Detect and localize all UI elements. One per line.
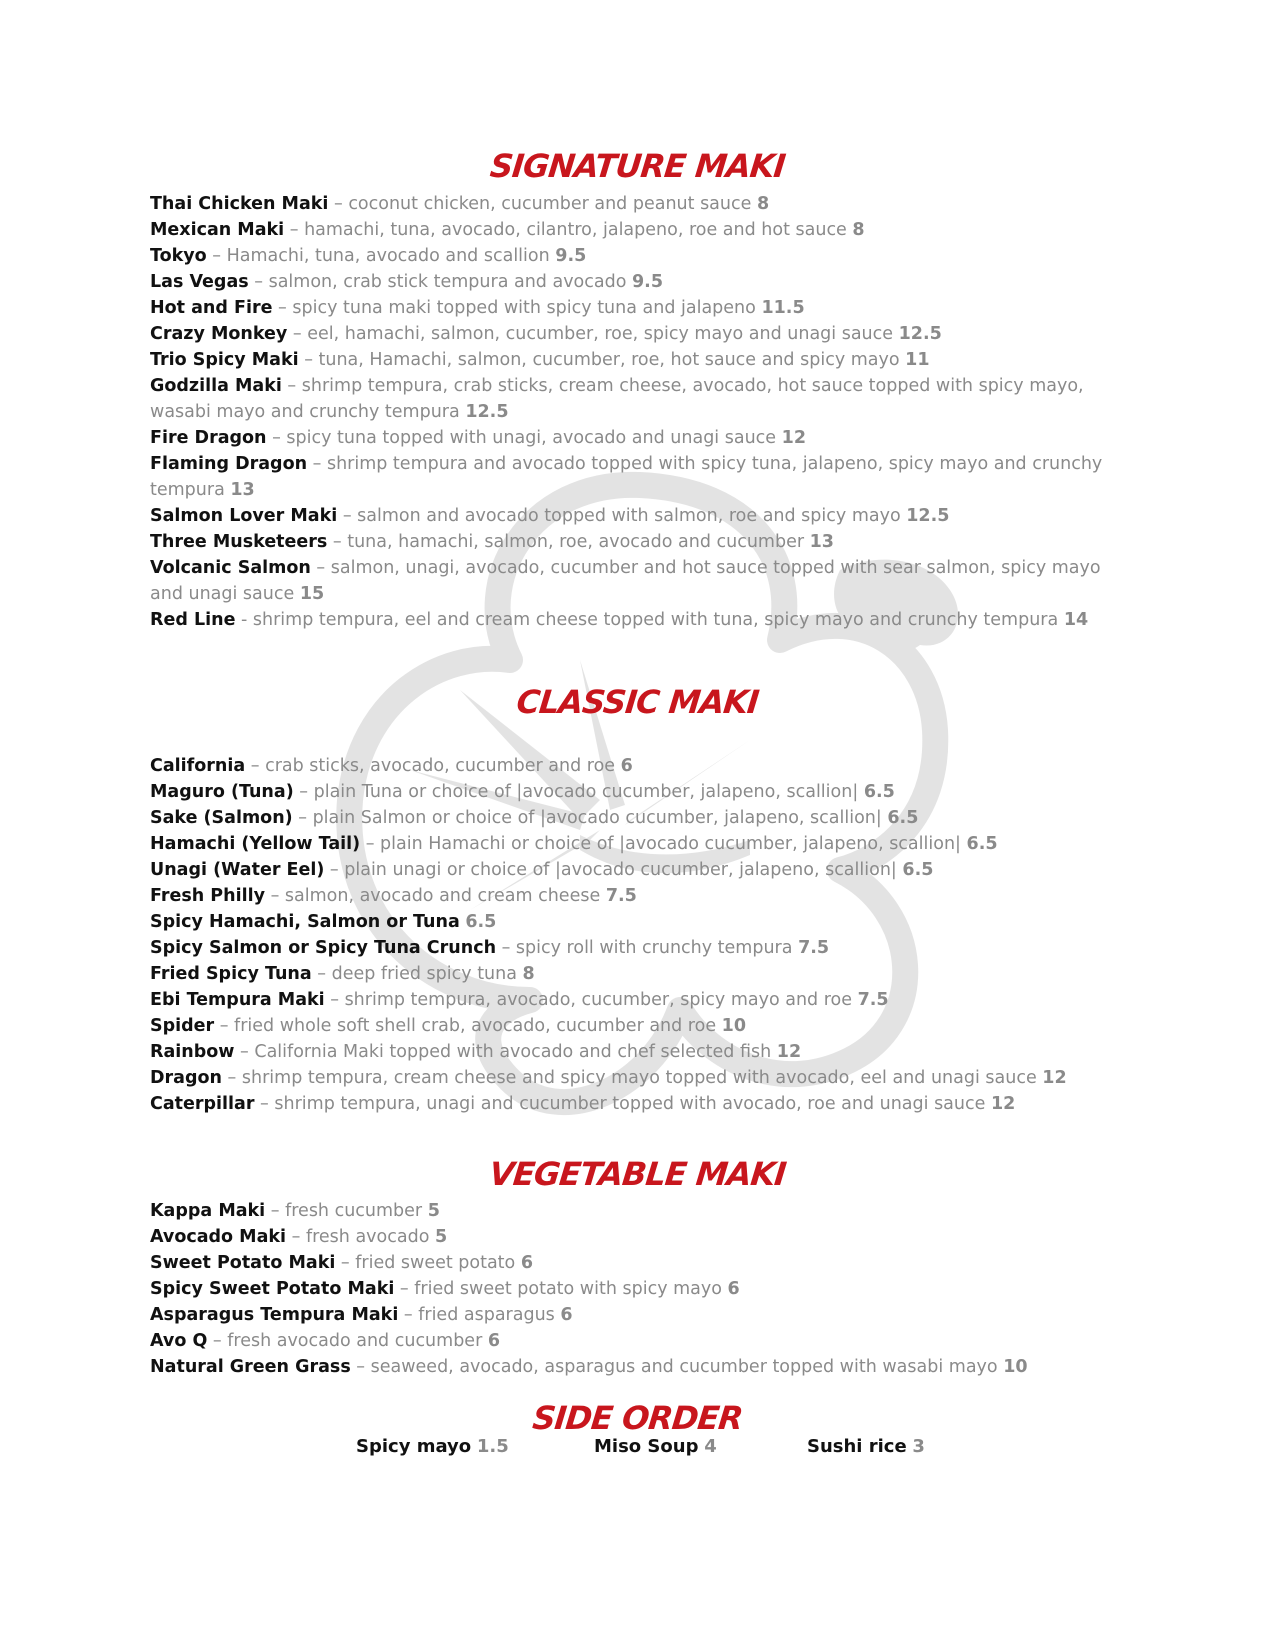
side-item-miso-soup	[594, 1432, 717, 1462]
item-price: 5	[434, 1227, 448, 1247]
item-description: Hamachi, tuna, avocado and scallion	[226, 246, 550, 266]
item-price: 9.5	[555, 246, 587, 266]
side-item-name: Sushi rice	[807, 1436, 907, 1457]
item-description: spicy tuna maki topped with spicy tuna and jalapeno	[292, 298, 756, 318]
item-description: fresh avocado and cucumber	[227, 1331, 483, 1351]
item-name: Asparagus Tempura Maki	[150, 1305, 399, 1325]
menu-item	[150, 1328, 1110, 1354]
item-separator: –	[284, 220, 305, 240]
menu-item	[150, 243, 1110, 269]
item-description: coconut chicken, cucumber and peanut sauce	[348, 194, 752, 214]
item-name: Sweet Potato Maki	[150, 1253, 336, 1273]
menu-item	[150, 1224, 1110, 1250]
item-description: fresh avocado	[305, 1227, 430, 1247]
item-name: Fresh Philly	[150, 886, 265, 906]
item-price: 12.5	[465, 402, 509, 422]
item-price: 6.5	[966, 834, 998, 854]
item-price: 7.5	[798, 938, 830, 958]
item-price: 12	[990, 1094, 1016, 1114]
item-price: 6	[727, 1279, 740, 1299]
item-price: 12.5	[906, 506, 950, 526]
item-name: Ebi Tempura Maki	[150, 990, 325, 1010]
item-price: 14	[1063, 610, 1089, 630]
item-separator: –	[324, 990, 345, 1010]
menu-item	[150, 805, 1110, 831]
menu-item	[150, 425, 1110, 451]
item-separator: –	[248, 272, 269, 292]
item-separator: –	[214, 1016, 235, 1036]
menu-item	[150, 347, 1110, 373]
item-name: California	[150, 756, 246, 776]
menu-item	[150, 883, 1110, 909]
item-name: Avocado Maki	[150, 1227, 287, 1247]
item-description: hamachi, tuna, avocado, cilantro, jalapeno, roe and hot sauce	[304, 220, 847, 240]
item-description: salmon, avocado and cream cheese	[284, 886, 601, 906]
item-price: 8	[756, 194, 770, 214]
item-description: seaweed, avocado, asparagus and cucumber topped with wasabi mayo	[370, 1357, 998, 1377]
item-separator: –	[287, 324, 308, 344]
item-description: fried sweet potato	[355, 1253, 516, 1273]
item-separator: –	[265, 886, 285, 906]
item-price: 13	[809, 532, 834, 552]
item-name: Sake (Salmon)	[150, 808, 293, 828]
item-separator: –	[398, 1305, 419, 1325]
item-name: Salmon Lover Maki	[150, 506, 338, 526]
item-description: eel, hamachi, salmon, cucumber, roe, spicy mayo and unagi sauce	[307, 324, 894, 344]
item-description: fried sweet potato with spicy mayo	[414, 1279, 722, 1299]
menu-item	[150, 1354, 1110, 1380]
menu-item	[150, 451, 1110, 503]
menu-item	[150, 529, 1110, 555]
item-price: 6.5	[887, 808, 919, 828]
menu-item	[150, 961, 1110, 987]
item-description: shrimp tempura, cream cheese and spicy mayo topped with avocado, eel and unagi sauce	[241, 1068, 1037, 1088]
item-name: Hot and Fire	[150, 298, 273, 318]
item-description: salmon and avocado topped with salmon, roe and spicy mayo	[357, 506, 901, 526]
menu-item	[150, 1013, 1110, 1039]
item-name: Mexican Maki	[150, 220, 285, 240]
item-separator: –	[245, 756, 266, 776]
item-separator: –	[254, 1094, 275, 1114]
item-name: Flaming Dragon	[150, 454, 308, 474]
item-description: plain Tuna or choice of |avocado cucumber, jalapeno, scallion|	[313, 782, 859, 802]
item-name: Fried Spicy Tuna	[150, 964, 312, 984]
item-name: Kappa Maki	[150, 1201, 266, 1221]
menu-item	[150, 295, 1110, 321]
classic-maki-list	[150, 753, 1110, 1117]
side-item-price: 3	[912, 1436, 925, 1457]
item-price: 6.5	[465, 912, 497, 932]
item-separator: –	[327, 532, 348, 552]
menu-item	[150, 321, 1110, 347]
item-name: Three Musketeers	[150, 532, 328, 552]
item-description: California Maki topped with avocado and chef selected fish	[254, 1042, 772, 1062]
side-item-name: Spicy mayo	[356, 1436, 472, 1457]
menu-item	[150, 191, 1110, 217]
item-separator: –	[221, 1068, 242, 1088]
item-name: Spicy Sweet Potato Maki	[150, 1279, 395, 1299]
item-name: Trio Spicy Maki	[150, 350, 299, 370]
item-separator: –	[292, 808, 313, 828]
menu-item	[150, 857, 1110, 883]
item-price: 11.5	[761, 298, 805, 318]
signature-maki-title: SIGNATURE MAKI	[488, 147, 787, 185]
menu-item	[150, 217, 1110, 243]
item-price: 13	[230, 480, 255, 500]
item-price: 6	[520, 1253, 534, 1273]
menu-item	[150, 269, 1110, 295]
item-separator: –	[298, 350, 319, 370]
item-description: deep fried spicy tuna	[331, 964, 517, 984]
item-description: shrimp tempura, eel and cream cheese topped with tuna, spicy mayo and crunchy tempura	[252, 610, 1059, 630]
menu-item	[150, 831, 1110, 857]
item-separator: –	[234, 1042, 255, 1062]
item-name: Spicy Salmon or Spicy Tuna Crunch	[150, 938, 497, 958]
item-separator: –	[207, 1331, 228, 1351]
item-description: plain Hamachi or choice of |avocado cucumber, jalapeno, scallion|	[380, 834, 961, 854]
item-price: 12.5	[898, 324, 942, 344]
item-price: 9.5	[632, 272, 664, 292]
item-name: Maguro (Tuna)	[150, 782, 294, 802]
signature-maki-list	[150, 191, 1110, 633]
item-price: 12	[776, 1042, 802, 1062]
item-separator: –	[394, 1279, 415, 1299]
menu-item	[150, 1039, 1110, 1065]
item-price: 6	[487, 1331, 501, 1351]
menu-item	[150, 1065, 1110, 1091]
item-separator: –	[328, 194, 349, 214]
item-separator: –	[206, 246, 227, 266]
menu-item	[150, 503, 1110, 529]
item-name: Avo Q	[150, 1331, 208, 1351]
menu-item	[150, 1091, 1110, 1117]
item-name: Caterpillar	[150, 1094, 255, 1114]
item-separator: –	[266, 428, 287, 448]
item-price: 7.5	[857, 990, 889, 1010]
side-item-price: 4	[704, 1436, 717, 1457]
item-price: 6	[560, 1305, 573, 1325]
menu-item	[150, 373, 1110, 425]
menu-item	[150, 1250, 1110, 1276]
item-separator: –	[310, 558, 331, 578]
item-separator: –	[307, 454, 327, 474]
item-description: tuna, hamachi, salmon, roe, avocado and cucumber	[347, 532, 805, 552]
side-item-spicy-mayo	[356, 1432, 509, 1462]
item-description: spicy roll with crunchy tempura	[515, 938, 793, 958]
item-separator: –	[286, 1227, 306, 1247]
menu-item	[150, 1302, 1110, 1328]
item-price: 12	[781, 428, 806, 448]
item-separator: –	[311, 964, 332, 984]
menu-item	[150, 909, 1110, 935]
item-description: tuna, Hamachi, salmon, cucumber, roe, hot sauce and spicy mayo	[318, 350, 900, 370]
item-separator: –	[337, 506, 358, 526]
item-description: salmon, unagi, avocado, cucumber and hot sauce topped with sear salmon, spicy mayo and unagi sauce	[150, 558, 1101, 604]
item-separator: –	[272, 298, 293, 318]
item-name: Unagi (Water Eel)	[150, 860, 325, 880]
menu-item	[150, 1198, 1110, 1224]
item-separator: –	[335, 1253, 356, 1273]
side-order-row	[0, 1432, 1275, 1462]
item-price: 10	[721, 1016, 747, 1036]
item-name: Hamachi (Yellow Tail)	[150, 834, 361, 854]
item-description: shrimp tempura, unagi and cucumber topped with avocado, roe and unagi sauce	[274, 1094, 986, 1114]
menu-item	[150, 935, 1110, 961]
item-price: 7.5	[605, 886, 637, 906]
item-name: Volcanic Salmon	[150, 558, 311, 578]
item-name: Dragon	[150, 1068, 222, 1088]
item-name: Red Line	[150, 610, 236, 630]
item-name: Spider	[150, 1016, 215, 1036]
item-price: 8	[852, 220, 865, 240]
item-price: 10	[1003, 1357, 1028, 1377]
item-description: shrimp tempura and avocado topped with spicy tuna, jalapeno, spicy mayo and crunchy tempura	[150, 454, 1103, 500]
item-name: Rainbow	[150, 1042, 235, 1062]
vegetable-maki-title: VEGETABLE MAKI	[487, 1155, 788, 1193]
item-description: shrimp tempura, crab sticks, cream cheese, avocado, hot sauce topped with spicy mayo, wasabi mayo and crunchy tempura	[150, 376, 1084, 422]
item-price: 11	[905, 350, 930, 370]
item-separator: –	[324, 860, 345, 880]
item-description: crab sticks, avocado, cucumber and roe	[265, 756, 616, 776]
item-price: 15	[299, 584, 325, 604]
menu-item	[150, 555, 1110, 607]
classic-maki-title: CLASSIC MAKI	[514, 683, 761, 721]
item-description: spicy tuna topped with unagi, avocado and unagi sauce	[286, 428, 777, 448]
item-price: 5	[427, 1201, 440, 1221]
item-separator: –	[281, 376, 302, 396]
item-description: fresh cucumber	[285, 1201, 423, 1221]
menu-item	[150, 779, 1110, 805]
item-description: fried asparagus	[418, 1305, 555, 1325]
item-separator: -	[235, 610, 253, 630]
side-item-name: Miso Soup	[594, 1436, 699, 1457]
vegetable-maki-list	[150, 1198, 1110, 1380]
item-name: Thai Chicken Maki	[150, 194, 329, 214]
item-price: 6.5	[902, 860, 934, 880]
item-separator: –	[350, 1357, 371, 1377]
menu-item	[150, 987, 1110, 1013]
item-name: Spicy Hamachi, Salmon or Tuna	[150, 912, 460, 932]
item-separator: –	[265, 1201, 286, 1221]
side-item-sushi-rice	[807, 1432, 925, 1462]
menu-item	[150, 607, 1110, 633]
item-name: Las Vegas	[150, 272, 249, 292]
item-price: 12	[1042, 1068, 1067, 1088]
item-description: plain unagi or choice of |avocado cucumber, jalapeno, scallion|	[344, 860, 897, 880]
item-description: salmon, crab stick tempura and avocado	[268, 272, 627, 292]
item-description: plain Salmon or choice of |avocado cucumber, jalapeno, scallion|	[312, 808, 882, 828]
item-name: Tokyo	[150, 246, 207, 266]
item-price: 6.5	[863, 782, 895, 802]
item-separator: –	[293, 782, 314, 802]
item-separator: –	[496, 938, 516, 958]
menu-item	[150, 1276, 1110, 1302]
menu-item	[150, 753, 1110, 779]
item-name: Natural Green Grass	[150, 1357, 351, 1377]
item-separator: –	[360, 834, 381, 854]
item-name: Godzilla Maki	[150, 376, 282, 396]
item-description: fried whole soft shell crab, avocado, cucumber and roe	[234, 1016, 717, 1036]
item-price: 6	[620, 756, 633, 776]
item-price: 8	[522, 964, 535, 984]
item-description: shrimp tempura, avocado, cucumber, spicy mayo and roe	[344, 990, 853, 1010]
side-order-title: SIDE ORDER	[530, 1399, 745, 1437]
item-name: Crazy Monkey	[150, 324, 288, 344]
side-item-price: 1.5	[476, 1436, 509, 1457]
item-name: Fire Dragon	[150, 428, 267, 448]
